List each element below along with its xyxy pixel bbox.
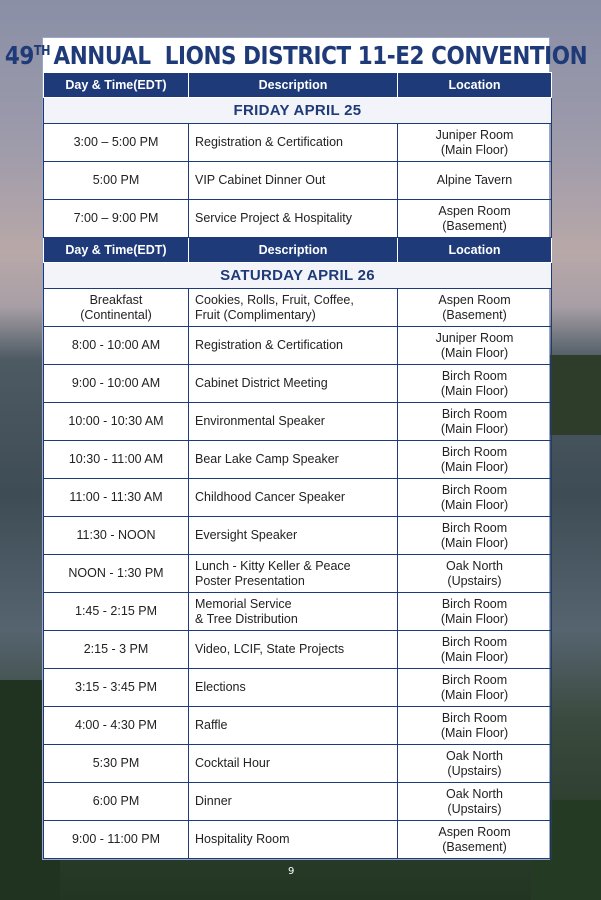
table-row — [44, 289, 552, 327]
event-time: 1:45 - 2:15 PM — [44, 593, 189, 631]
event-description: Lunch - Kitty Keller & Peace Poster Presentation — [189, 555, 398, 593]
table-row — [44, 327, 552, 365]
event-time: 11:30 - NOON — [44, 517, 189, 555]
title-text: ANNUAL LIONS DISTRICT 11-E2 CONVENTION — [53, 40, 588, 70]
event-description: Registration & Certification — [189, 327, 398, 365]
day-label: FRIDAY APRIL 25 — [44, 98, 552, 124]
table-row — [44, 669, 552, 707]
event-location: Aspen Room (Basement) — [398, 289, 552, 327]
table-row — [44, 745, 552, 783]
table-row — [44, 403, 552, 441]
event-time: 2:15 - 3 PM — [44, 631, 189, 669]
table-row — [44, 517, 552, 555]
event-time: 9:00 - 11:00 PM — [44, 821, 189, 859]
table-row — [44, 479, 552, 517]
table-row — [44, 631, 552, 669]
table-row — [44, 555, 552, 593]
event-location: Birch Room (Main Floor) — [398, 593, 552, 631]
table-row — [44, 162, 552, 200]
event-description: Memorial Service & Tree Distribution — [189, 593, 398, 631]
header-description: Description — [189, 73, 398, 98]
day-header-row — [44, 263, 552, 289]
event-time: Breakfast (Continental) — [44, 289, 189, 327]
day-label: SATURDAY APRIL 26 — [44, 263, 552, 289]
schedule-table — [43, 72, 552, 859]
event-location: Alpine Tavern — [398, 162, 552, 200]
event-description: Hospitality Room — [189, 821, 398, 859]
event-description: Dinner — [189, 783, 398, 821]
event-time: NOON - 1:30 PM — [44, 555, 189, 593]
event-description: Environmental Speaker — [189, 403, 398, 441]
event-time: 9:00 - 10:00 AM — [44, 365, 189, 403]
title-number: 49 — [4, 40, 34, 70]
event-location: Birch Room (Main Floor) — [398, 517, 552, 555]
event-location: Birch Room (Main Floor) — [398, 479, 552, 517]
event-location: Birch Room (Main Floor) — [398, 365, 552, 403]
event-time: 10:00 - 10:30 AM — [44, 403, 189, 441]
page-title — [4, 38, 588, 72]
table-row — [44, 124, 552, 162]
event-description: Elections — [189, 669, 398, 707]
event-location: Juniper Room (Main Floor) — [398, 124, 552, 162]
header-description: Description — [189, 238, 398, 263]
event-description: Cookies, Rolls, Fruit, Coffee, Fruit (Complimentary) — [189, 289, 398, 327]
table-header-row — [44, 73, 552, 98]
event-description: Cabinet District Meeting — [189, 365, 398, 403]
page-number: 9 — [288, 866, 295, 877]
table-row — [44, 441, 552, 479]
event-location: Aspen Room (Basement) — [398, 821, 552, 859]
event-location: Oak North (Upstairs) — [398, 555, 552, 593]
event-location: Aspen Room (Basement) — [398, 200, 552, 238]
schedule-card — [4, 37, 588, 860]
event-description: Video, LCIF, State Projects — [189, 631, 398, 669]
event-time: 3:15 - 3:45 PM — [44, 669, 189, 707]
table-row — [44, 783, 552, 821]
event-time: 6:00 PM — [44, 783, 189, 821]
event-time: 10:30 - 11:00 AM — [44, 441, 189, 479]
event-description: Eversight Speaker — [189, 517, 398, 555]
table-row — [44, 365, 552, 403]
event-time: 3:00 – 5:00 PM — [44, 124, 189, 162]
event-description: VIP Cabinet Dinner Out — [189, 162, 398, 200]
event-location: Birch Room (Main Floor) — [398, 669, 552, 707]
event-location: Oak North (Upstairs) — [398, 745, 552, 783]
table-row — [44, 707, 552, 745]
title-suffix: TH — [33, 43, 51, 59]
event-time: 8:00 - 10:00 AM — [44, 327, 189, 365]
table-row — [44, 821, 552, 859]
event-location: Juniper Room (Main Floor) — [398, 327, 552, 365]
event-description: Service Project & Hospitality — [189, 200, 398, 238]
event-description: Childhood Cancer Speaker — [189, 479, 398, 517]
table-row — [44, 593, 552, 631]
event-location: Birch Room (Main Floor) — [398, 707, 552, 745]
header-location: Location — [398, 73, 552, 98]
event-description: Cocktail Hour — [189, 745, 398, 783]
event-description: Registration & Certification — [189, 124, 398, 162]
event-time: 5:00 PM — [44, 162, 189, 200]
event-location: Birch Room (Main Floor) — [398, 631, 552, 669]
event-location: Birch Room (Main Floor) — [398, 441, 552, 479]
event-time: 4:00 - 4:30 PM — [44, 707, 189, 745]
header-time: Day & Time(EDT) — [44, 73, 189, 98]
event-time: 7:00 – 9:00 PM — [44, 200, 189, 238]
event-time: 11:00 - 11:30 AM — [44, 479, 189, 517]
header-time: Day & Time(EDT) — [44, 238, 189, 263]
event-location: Oak North (Upstairs) — [398, 783, 552, 821]
day-header-row — [44, 98, 552, 124]
event-description: Bear Lake Camp Speaker — [189, 441, 398, 479]
table-header-row — [44, 238, 552, 263]
event-location: Birch Room (Main Floor) — [398, 403, 552, 441]
table-row — [44, 200, 552, 238]
event-description: Raffle — [189, 707, 398, 745]
event-time: 5:30 PM — [44, 745, 189, 783]
header-location: Location — [398, 238, 552, 263]
